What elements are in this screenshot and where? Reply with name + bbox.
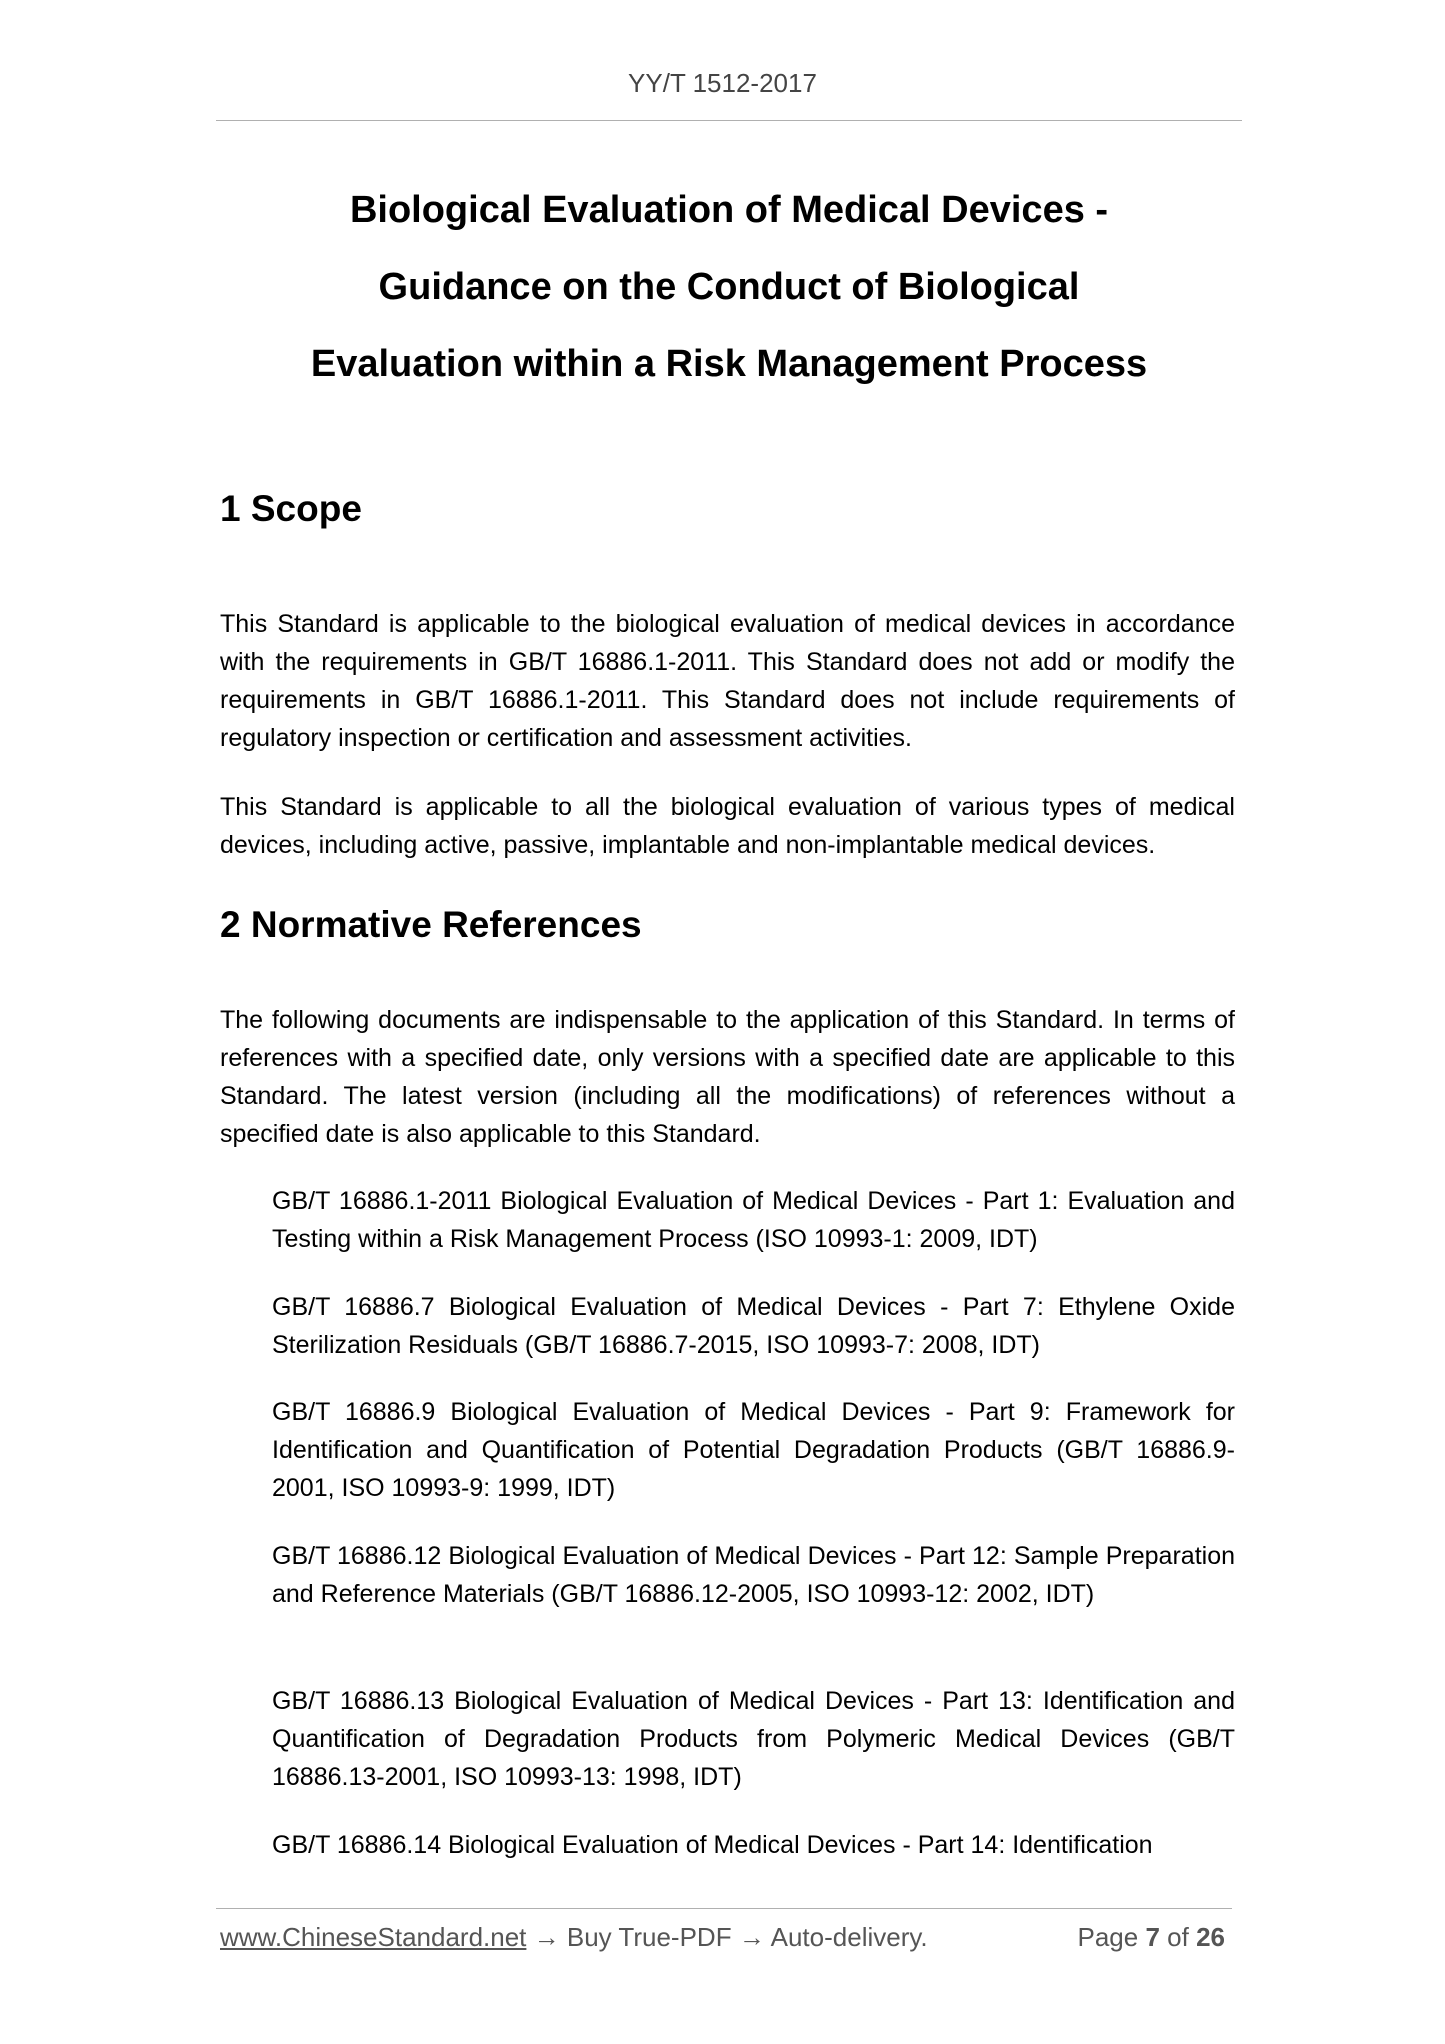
normative-intro-paragraph: The following documents are indispensable to the application of this Standard. In terms of references with a specified date, only versions with a specified date are applicable to this Standard. The latest version (including all the modifications) of references without a specified date is also applicable to this Standard. xyxy=(220,1006,1235,1148)
reference-item: GB/T 16886.14 Biological Evaluation of Medical Devices - Part 14: Identification xyxy=(272,1831,1153,1859)
header-divider xyxy=(216,120,1242,121)
reference-item: GB/T 16886.12 Biological Evaluation of Medical Devices - Part 12: Sample Preparation and Reference Materials (GB/T 16886.12-2005, ISO 10993-12: 2002, IDT) xyxy=(272,1542,1235,1608)
arrow-icon: → xyxy=(533,1922,560,1952)
footer-promo xyxy=(220,1922,928,1953)
document-code-header: YY/T 1512-2017 xyxy=(628,68,817,98)
reference-item: GB/T 16886.1-2011 Biological Evaluation of Medical Devices - Part 1: Evaluation and Testing within a Risk Management Process (ISO 10993-1: 2009, IDT) xyxy=(272,1187,1235,1253)
page-of-label: of xyxy=(1167,1922,1189,1952)
footer-divider xyxy=(216,1908,1232,1909)
page-indicator xyxy=(1077,1922,1225,1953)
title-line-1: Biological Evaluation of Medical Devices - xyxy=(349,189,1109,231)
section-heading-scope: 1 Scope xyxy=(220,488,362,529)
scope-paragraph-1: This Standard is applicable to the biological evaluation of medical devices in accordance with the requirements in GB/T 16886.1-2011. This Standard does not add or modify the requirements in GB/T 16886.1-2011. This Standard does not include requirements of regulatory inspection or certification and assessment activities. xyxy=(220,610,1235,752)
title-line-3: Evaluation within a Risk Management Process xyxy=(310,343,1148,385)
arrow-icon: → xyxy=(738,1922,765,1952)
title-line-2: Guidance on the Conduct of Biological xyxy=(378,266,1080,308)
document-title xyxy=(216,172,1242,403)
reference-item: GB/T 16886.13 Biological Evaluation of Medical Devices - Part 13: Identification and Quantification of Degradation Products from Polymeric Medical Devices (GB/T 16886.13-2001, ISO 10993-13: 1998, IDT) xyxy=(272,1687,1235,1791)
reference-item: GB/T 16886.9 Biological Evaluation of Medical Devices - Part 9: Framework for Identification and Quantification of Potential Degradation Products (GB/T 16886.9-2001, ISO 10993-9: 1999, IDT) xyxy=(272,1398,1235,1502)
scope-paragraph-2: This Standard is applicable to all the biological evaluation of various types of medical devices, including active, passive, implantable and non-implantable medical devices. xyxy=(220,793,1235,859)
section-heading-normative-references: 2 Normative References xyxy=(220,904,642,945)
reference-item: GB/T 16886.7 Biological Evaluation of Medical Devices - Part 7: Ethylene Oxide Sterilization Residuals (GB/T 16886.7-2015, ISO 10993-7: 2008, IDT) xyxy=(272,1293,1235,1359)
page-total: 26 xyxy=(1196,1922,1225,1952)
page-current: 7 xyxy=(1145,1922,1160,1952)
buy-text: Buy True-PDF xyxy=(566,1922,732,1952)
page-label: Page xyxy=(1077,1922,1139,1952)
delivery-text: Auto-delivery. xyxy=(770,1922,928,1952)
website-link[interactable]: www.ChineseStandard.net xyxy=(220,1922,527,1952)
